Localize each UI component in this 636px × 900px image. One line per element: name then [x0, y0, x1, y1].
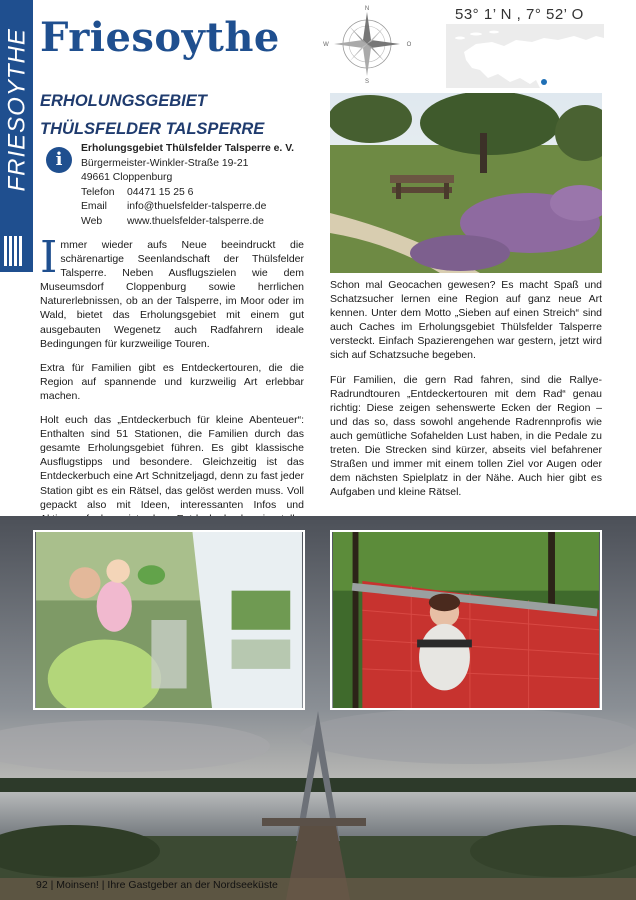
contact-block	[81, 142, 294, 230]
dropcap: I	[40, 232, 58, 283]
compass-n-label: N	[364, 6, 370, 12]
contact-street: Bürgermeister-Winkler-Straße 19-21	[81, 157, 249, 169]
phone-label: Telefon	[81, 186, 115, 198]
climbing-net-photo	[330, 530, 602, 710]
left-paragraph-2: Extra für Familien gibt es Entdeckertouren, die die Region auf spannende und kurzweilig Art erlebbar machen.	[40, 361, 304, 402]
coordinates: 53° 1’ N , 7° 52’ O	[455, 6, 584, 23]
left-column	[40, 232, 304, 550]
right-column	[330, 278, 602, 509]
page-footer: 92 | Moinsen! | Ihre Gastgeber an der Nordseeküste	[36, 879, 278, 891]
phone-number: 04471 15 25 6	[127, 186, 194, 198]
heath-bench-photo	[330, 93, 602, 273]
subtitle-line1: ERHOLUNGSGEBIET	[40, 92, 207, 110]
email-label: Email	[81, 201, 107, 213]
compass-e-label: O	[406, 42, 412, 48]
subtitle-line2: THÜLSFELDER TALSPERRE	[40, 120, 265, 138]
web-link[interactable]: www.thuelsfelder-talsperre.de	[127, 215, 264, 227]
location-marker-icon	[541, 79, 547, 85]
locator-map	[446, 24, 604, 88]
compass-rose-icon	[322, 4, 412, 84]
family-info-board-photo	[33, 530, 305, 710]
compass-w-label: W	[323, 42, 329, 48]
left-paragraph-1: mmer wieder aufs Neue beeindruckt die schärenartige Seenlandschaft der Thülsfelder Talsperre. Neben Ausflugszielen wie dem Museumsdorf Cloppenburg sowie herrlichen Naturerlebnissen, ob an der Talsperre, im Moor oder im Wald, bietet das Erholungsgebiet mit einem gut ausgebauten Wegenetz auch Radfahrern ideale Bedingungen für kurzweilige Touren.	[40, 239, 304, 350]
info-icon: i	[46, 147, 72, 173]
web-label: Web	[81, 215, 103, 227]
sidebar-vertical-label: FRIESOYTHE	[3, 28, 31, 192]
page-title: Friesoythe	[40, 14, 280, 61]
sidebar-stripes	[4, 236, 28, 266]
right-paragraph-1: Schon mal Geocachen gewesen? Es macht Spaß und Schatzsucher lernen eine Region auf ganz neue Art kennen. Unter dem Motto „Sieben auf einen Streich“ sind auch Caches im Erholungsgebiet Thülsfelder Talsperre versteckt. Einfach Spazierengehen war gestern, jetzt wird sich auf Schatzsuche begeben.	[330, 279, 602, 362]
sidebar-bar	[0, 0, 33, 272]
compass-s-label: S	[364, 79, 370, 84]
left-paragraph-3: Holt euch das „Entdeckerbuch für kleine Abenteuer“: Enthalten sind 51 Stationen, die Familien durch das gesamte Erholungsgebiet führen. Es gibt klassische Ausflugstipps und besondere. Gleichzeitig ist das Entdeckerbuch eine Art Schnitzeljagd, denn zu fast jeder Station gibt es ein Rätsel, das gelöst werden muss. Voll gepackt also mit Ideen, interessanten Infos und	[40, 414, 304, 511]
contact-city: 49661 Cloppenburg	[81, 172, 173, 184]
contact-org: Erholungsgebiet Thülsfelder Talsperre e. V.	[81, 143, 295, 154]
right-paragraph-2: Für Familien, die gern Rad fahren, sind die Rallye-Radrundtouren „Entdeckertouren mit dem Rad“ genau richtig: Diese zeigen sehenswerte Ecken der Region – und das so, dass sowohl angehende Radrennprofis wie auch gemütliche Sofahelden Lust haben, in die Pedale zu treten. Die Strecken sind kürzer, abseits viel befahrener Straßen und immer mit einem tollen Ziel vor Augen oder dem nächsten Spielplatz in der Nähe. Auch hier gibt es Aufgaben und kleine Rätsel.	[330, 373, 602, 499]
email-link[interactable]: info@thuelsfelder-talsperre.de	[127, 201, 267, 213]
